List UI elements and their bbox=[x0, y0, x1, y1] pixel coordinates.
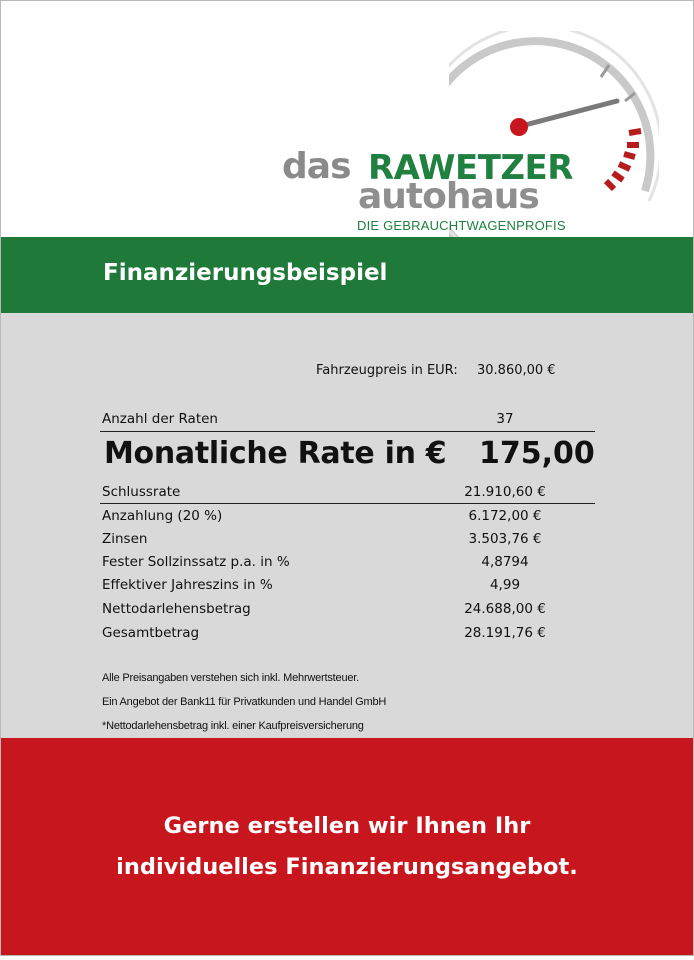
page-title: Finanzierungsbeispiel bbox=[103, 260, 388, 286]
detail-value-interest: 3.503,76 € bbox=[468, 531, 542, 547]
detail-label-fixed-rate: Fester Sollzinssatz p.a. in % bbox=[102, 554, 290, 570]
detail-value-final-rate: 21.910,60 € bbox=[464, 484, 546, 500]
logo-tagline: DIE GEBRAUCHTWAGENPROFIS bbox=[357, 218, 566, 233]
note-insurance: *Nettodarlehensbetrag inkl. einer Kaufpreisversicherung bbox=[102, 720, 364, 732]
logo-das-text: das bbox=[282, 146, 351, 187]
monthly-rate-label: Monatliche Rate in € bbox=[104, 436, 447, 471]
detail-value-down-payment: 6.172,00 € bbox=[468, 508, 542, 524]
cta-line-2: individuelles Finanzierungsangebot. bbox=[116, 854, 578, 880]
cta-line-1: Gerne erstellen wir Ihnen Ihr bbox=[163, 813, 531, 839]
monthly-rate-value: 175,00 bbox=[479, 436, 595, 471]
vehicle-price-label: Fahrzeugpreis in EUR: bbox=[316, 363, 458, 378]
cta-band bbox=[1, 738, 693, 955]
installments-label: Anzahl der Raten bbox=[102, 411, 218, 427]
detail-label-interest: Zinsen bbox=[102, 531, 148, 547]
vehicle-price-value: 30.860,00 € bbox=[477, 363, 556, 378]
logo-area bbox=[1, 1, 693, 237]
logo-brand-text: RAWETZER bbox=[368, 148, 573, 188]
divider-bottom bbox=[100, 503, 595, 504]
detail-label-final-rate: Schlussrate bbox=[102, 484, 181, 500]
detail-value-total: 28.191,76 € bbox=[464, 625, 546, 641]
detail-value-net-loan: 24.688,00 € bbox=[464, 601, 546, 617]
divider-top bbox=[100, 431, 595, 432]
detail-label-net-loan: Nettodarlehensbetrag bbox=[102, 601, 251, 617]
detail-label-down-payment: Anzahlung (20 %) bbox=[102, 508, 223, 524]
detail-label-total: Gesamtbetrag bbox=[102, 625, 200, 641]
installments-value: 37 bbox=[496, 411, 514, 427]
note-bank: Ein Angebot der Bank11 für Privatkunden und Handel GmbH bbox=[102, 696, 387, 708]
detail-label-effective-rate: Effektiver Jahreszins in % bbox=[102, 577, 273, 593]
detail-value-fixed-rate: 4,8794 bbox=[481, 554, 529, 570]
detail-value-effective-rate: 4,99 bbox=[489, 577, 521, 593]
note-vat: Alle Preisangaben verstehen sich inkl. Mehrwertsteuer. bbox=[102, 672, 360, 684]
logo-autohaus-text: autohaus bbox=[358, 176, 539, 217]
